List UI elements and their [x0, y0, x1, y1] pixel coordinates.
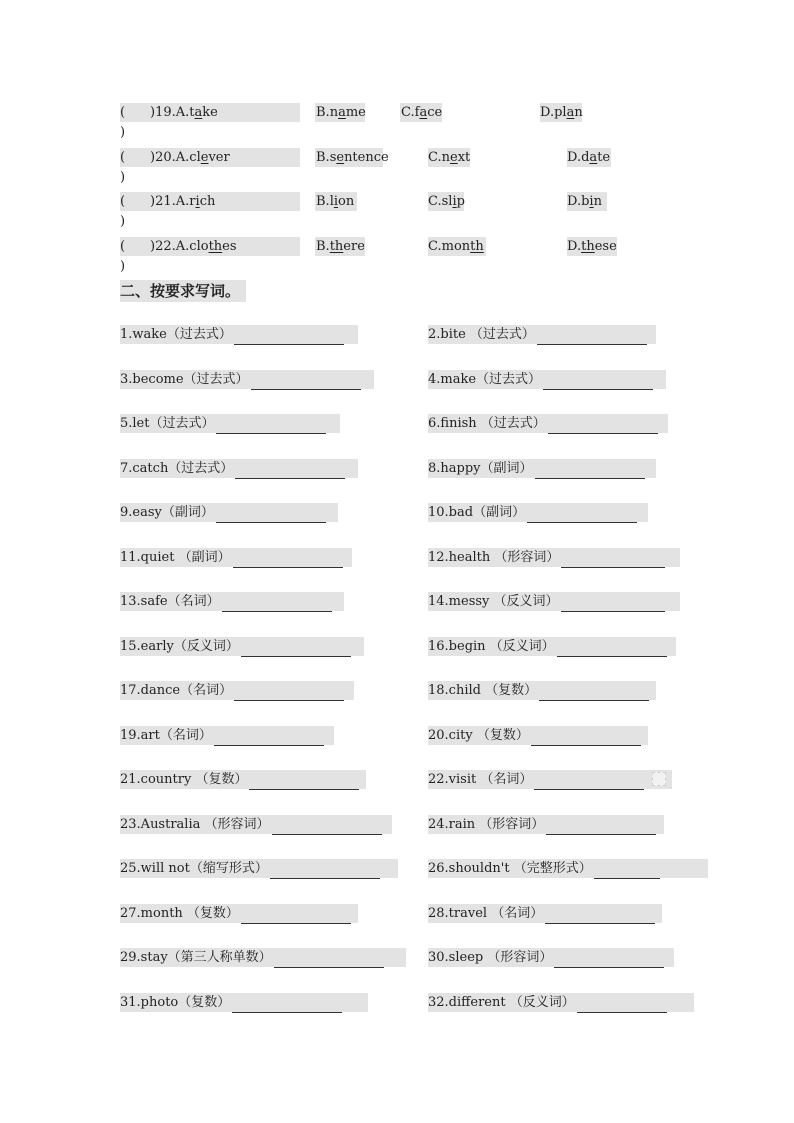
wordform-item: 1.wake（过去式） — [120, 325, 344, 345]
answer-paren[interactable]: ( ) — [120, 194, 126, 229]
wordform-item: 32.different （反义词） — [428, 993, 667, 1013]
wordform-item: 28.travel （名词） — [428, 904, 655, 924]
answer-blank[interactable] — [561, 553, 665, 568]
answer-blank[interactable] — [216, 419, 326, 434]
wordform-item: 29.stay（第三人称单数） — [120, 948, 384, 968]
wordform-item: 22.visit （名词） — [428, 770, 644, 790]
wordform-item: 10.bad（副词） — [428, 503, 637, 523]
wordform-item: 24.rain （形容词） — [428, 815, 656, 835]
answer-blank[interactable] — [274, 953, 384, 968]
answer-blank[interactable] — [534, 775, 644, 790]
answer-blank[interactable] — [249, 775, 359, 790]
answer-blank[interactable] — [561, 597, 665, 612]
answer-blank[interactable] — [594, 864, 660, 879]
option-b: B.lion — [316, 194, 355, 209]
answer-blank[interactable] — [272, 820, 382, 835]
answer-blank[interactable] — [233, 553, 343, 568]
wordform-item: 23.Australia （形容词） — [120, 815, 382, 835]
answer-blank[interactable] — [241, 909, 351, 924]
wordform-item: 2.bite （过去式） — [428, 325, 647, 345]
option-b: B.name — [316, 105, 366, 120]
answer-blank[interactable] — [214, 731, 324, 746]
wordform-item: 3.become（过去式） — [120, 370, 361, 390]
answer-blank[interactable] — [535, 464, 645, 479]
answer-blank[interactable] — [216, 508, 326, 523]
answer-blank[interactable] — [554, 953, 664, 968]
answer-blank[interactable] — [241, 642, 351, 657]
option-d: D.bin — [567, 194, 602, 209]
wordform-item: 7.catch（过去式） — [120, 459, 345, 479]
wordform-item: 6.finish （过去式） — [428, 414, 658, 434]
answer-blank[interactable] — [527, 508, 637, 523]
answer-blank[interactable] — [234, 330, 344, 345]
answer-blank[interactable] — [270, 864, 380, 879]
wordform-item: 4.make（过去式） — [428, 370, 653, 390]
placeholder-glyph-icon — [652, 772, 666, 786]
question-number-option-a: )22.A.clothes — [150, 239, 237, 254]
question-number-option-a: )21.A.rich — [150, 194, 216, 209]
option-c: C.next — [428, 150, 471, 165]
answer-blank[interactable] — [577, 998, 667, 1013]
answer-blank[interactable] — [539, 686, 649, 701]
answer-blank[interactable] — [232, 998, 342, 1013]
option-c: C.slip — [428, 194, 465, 209]
option-c: C.month — [428, 239, 484, 254]
wordform-item: 8.happy（副词） — [428, 459, 645, 479]
wordform-item: 30.sleep （形容词） — [428, 948, 664, 968]
answer-blank[interactable] — [222, 597, 332, 612]
wordform-item: 19.art（名词） — [120, 726, 324, 746]
section-title: 二、按要求写词。 — [120, 280, 246, 302]
answer-blank[interactable] — [531, 731, 641, 746]
question-number-option-a: )20.A.clever — [150, 150, 230, 165]
wordform-item: 31.photo（复数） — [120, 993, 342, 1013]
wordform-item: 16.begin （反义词） — [428, 637, 667, 657]
answer-paren[interactable]: ( ) — [120, 239, 126, 274]
answer-paren[interactable]: ( ) — [120, 105, 126, 140]
question-number-option-a: )19.A.take — [150, 105, 218, 120]
wordform-item: 15.early（反义词） — [120, 637, 351, 657]
answer-blank[interactable] — [251, 375, 361, 390]
wordform-item: 5.let（过去式） — [120, 414, 326, 434]
option-c: C.face — [401, 105, 443, 120]
wordform-item: 11.quiet （副词） — [120, 548, 343, 568]
answer-blank[interactable] — [546, 820, 656, 835]
option-b: B.sentence — [316, 150, 389, 165]
wordform-item: 27.month （复数） — [120, 904, 351, 924]
answer-blank[interactable] — [545, 909, 655, 924]
option-b: B.there — [316, 239, 365, 254]
option-d: D.date — [567, 150, 611, 165]
option-d: D.plan — [540, 105, 583, 120]
answer-blank[interactable] — [234, 686, 344, 701]
answer-paren[interactable]: ( ) — [120, 150, 126, 185]
answer-blank[interactable] — [537, 330, 647, 345]
wordform-item: 9.easy（副词） — [120, 503, 326, 523]
answer-blank[interactable] — [235, 464, 345, 479]
option-d: D.these — [567, 239, 617, 254]
wordform-item: 26.shouldn't （完整形式） — [428, 859, 660, 879]
wordform-item: 13.safe（名词） — [120, 592, 332, 612]
wordform-item: 18.child （复数） — [428, 681, 649, 701]
wordform-item: 14.messy （反义词） — [428, 592, 665, 612]
answer-blank[interactable] — [557, 642, 667, 657]
wordform-item: 25.will not（缩写形式） — [120, 859, 380, 879]
wordform-item: 21.country （复数） — [120, 770, 359, 790]
answer-blank[interactable] — [543, 375, 653, 390]
wordform-item: 20.city （复数） — [428, 726, 641, 746]
answer-blank[interactable] — [548, 419, 658, 434]
wordform-item: 17.dance（名词） — [120, 681, 344, 701]
wordform-item: 12.health （形容词） — [428, 548, 665, 568]
